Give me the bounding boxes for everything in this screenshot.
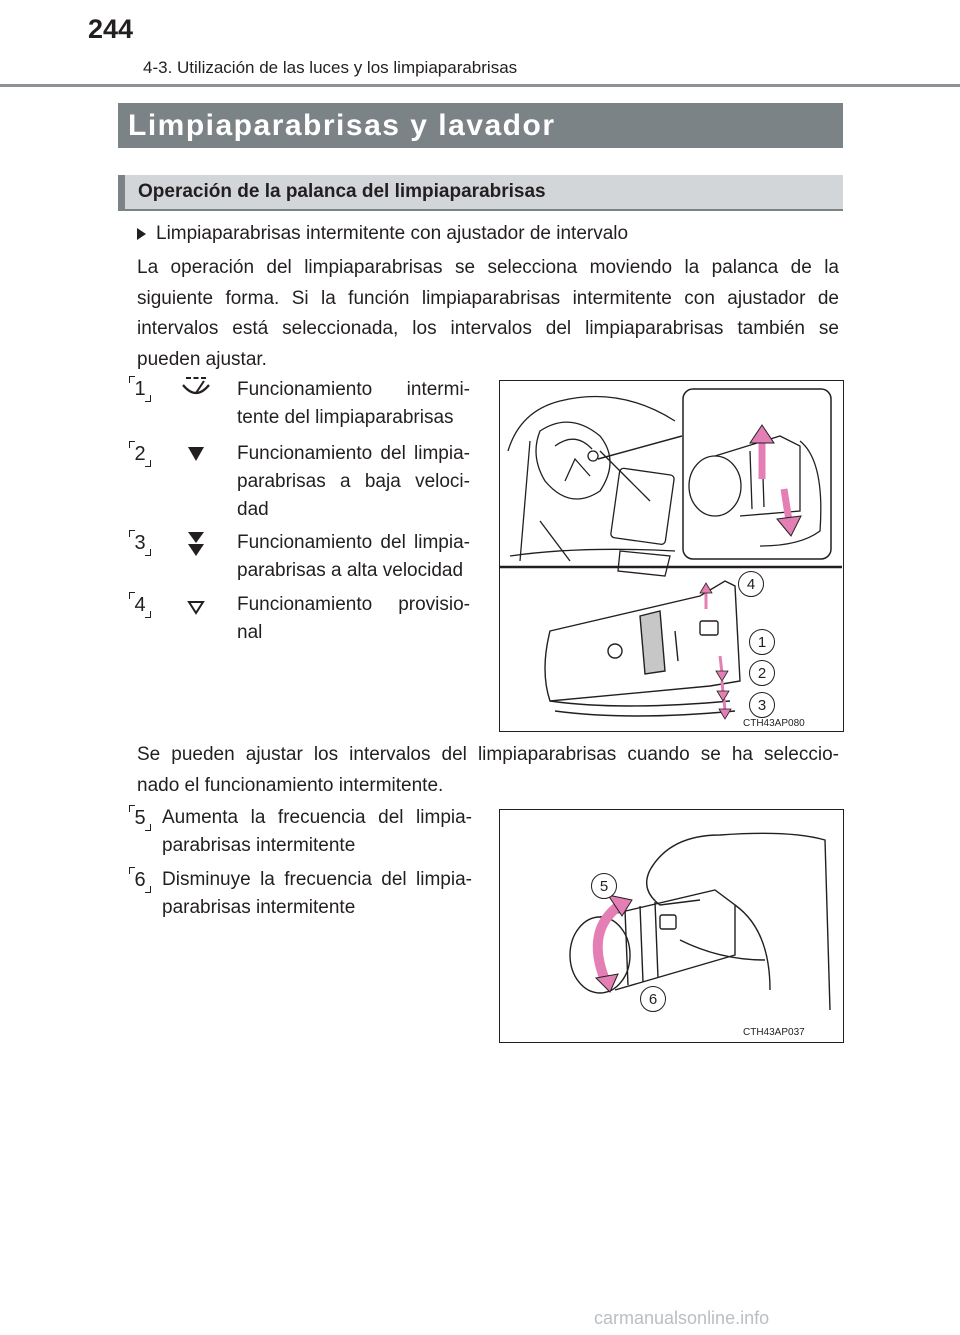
figure-code: CTH43AP080	[743, 718, 805, 729]
item-line: dad	[237, 499, 269, 520]
callout-5: 5	[591, 873, 617, 899]
page-title: Limpiaparabrisas y lavador	[118, 103, 843, 148]
callout-4: 4	[738, 571, 764, 597]
intro-paragraph	[137, 253, 839, 375]
item-number: 3	[130, 531, 150, 555]
callout-1: 1	[749, 629, 775, 655]
item-line: Funcionamiento del limpia-	[237, 532, 470, 553]
intro-line: pueden ajustar.	[137, 348, 267, 370]
intermittent-wiper-icon	[180, 375, 212, 403]
intro-line: La operación del limpiaparabrisas se selecciona moviendo la palanca de la	[137, 257, 839, 278]
callout-3: 3	[749, 692, 775, 718]
item-line: Funcionamiento del limpia-	[237, 443, 470, 464]
intro-line: intervalos está seleccionada, los intervalos del limpiaparabrisas también se	[137, 318, 839, 339]
item-line: tente del limpiaparabrisas	[237, 407, 454, 428]
item-line: parabrisas a baja veloci-	[237, 471, 470, 492]
item-number: 6	[130, 868, 150, 892]
figure-wiper-lever	[499, 380, 844, 732]
callout-6: 6	[640, 986, 666, 1012]
interval-paragraph	[137, 740, 839, 801]
item-number: 5	[130, 806, 150, 830]
mist-triangle-outline-icon	[187, 600, 205, 615]
item-number: 2	[130, 442, 150, 466]
low-speed-triangle-icon	[187, 446, 205, 462]
section-path: 4-3. Utilización de las luces y los limpiaparabrisas	[143, 58, 518, 77]
figure-interval-knob-illustration	[500, 810, 842, 1041]
item-text	[237, 440, 470, 524]
item-text	[237, 376, 470, 432]
header-rule	[0, 84, 960, 87]
interval-line: nado el funcionamiento intermitente.	[137, 774, 444, 796]
footer-watermark: carmanualsonline.info	[594, 1308, 770, 1328]
subheading: Operación de la palanca del limpiaparabrisas	[118, 175, 843, 211]
page-number: 244	[88, 14, 134, 44]
intro-line: siguiente forma. Si la función limpiaparabrisas intermitente con ajustador de	[137, 287, 839, 309]
item-line: parabrisas intermitente	[162, 835, 356, 856]
item-text	[162, 866, 472, 922]
item-text	[162, 804, 472, 860]
item-text	[237, 591, 470, 647]
item-number: 4	[130, 593, 150, 617]
bullet-text: Limpiaparabrisas intermitente con ajustador de intervalo	[156, 223, 629, 244]
item-line: nal	[237, 622, 263, 643]
item-line: Funcionamiento intermi-	[237, 379, 470, 400]
item-line: Disminuye la frecuencia del limpia-	[162, 869, 472, 890]
figure-interval-knob	[499, 809, 844, 1043]
item-number: 1	[130, 377, 150, 401]
high-speed-double-triangle-icon	[187, 531, 205, 557]
item-line: Aumenta la frecuencia del limpia-	[162, 807, 472, 828]
item-text	[237, 529, 470, 585]
figure-code: CTH43AP037	[743, 1027, 805, 1038]
bullet-triangle-icon	[137, 228, 146, 240]
callout-2: 2	[749, 660, 775, 686]
bullet-item	[137, 223, 628, 245]
figure-wiper-lever-illustration	[500, 381, 842, 730]
item-line: Funcionamiento provisio-	[237, 594, 470, 615]
item-line: parabrisas intermitente	[162, 897, 356, 918]
interval-line: Se pueden ajustar los intervalos del limpiaparabrisas cuando se ha seleccio-	[137, 744, 839, 765]
item-line: parabrisas a alta velocidad	[237, 560, 464, 581]
